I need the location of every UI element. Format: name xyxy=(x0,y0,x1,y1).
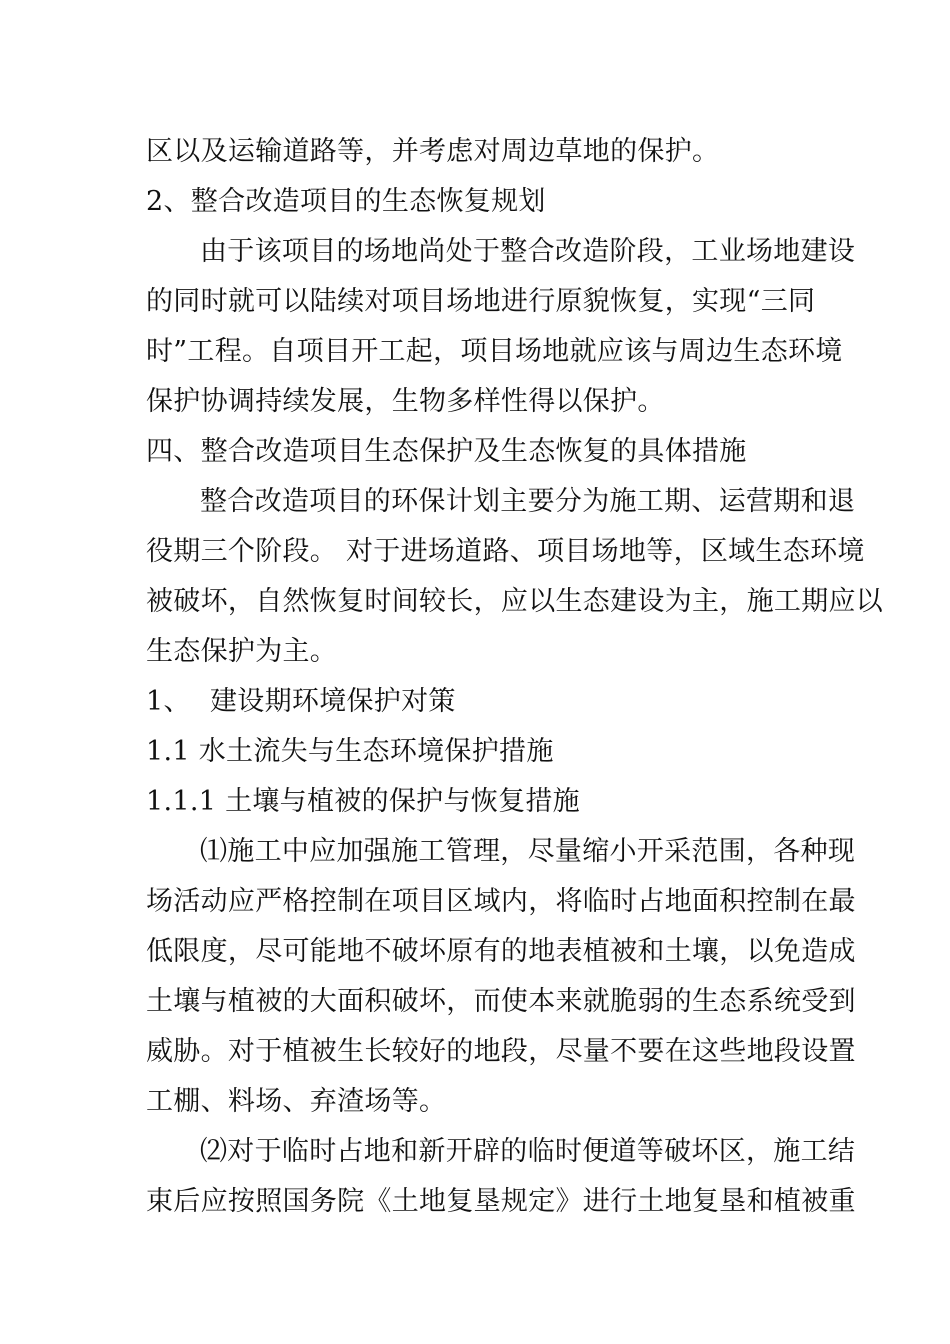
paragraph-line: ⑴施工中应加强施工管理，尽量缩小开采范围，各种现 xyxy=(200,836,856,867)
paragraph-line: 保护协调持续发展，生物多样性得以保护。 xyxy=(146,386,665,417)
section-heading xyxy=(146,677,808,727)
paragraph-line: 低限度，尽可能地不破坏原有的地表植被和土壤，以免造成 xyxy=(146,936,856,967)
paragraph-line: 土壤与植被的大面积破坏，而使本来就脆弱的生态系统受到 xyxy=(146,986,856,1017)
paragraph-line: 由于该项目的场地尚处于整合改造阶段，工业场地建设 xyxy=(200,236,856,267)
paragraph-line: 役期三个阶段。 对于进场道路、项目场地等，区域生态环境 xyxy=(146,536,865,567)
paragraph-line: 生态保护为主。 xyxy=(146,636,338,667)
subsection-heading: 1.1 水土流失与生态环境保护措施 xyxy=(146,736,554,767)
paragraph-line: ⑵对于临时占地和新开辟的临时便道等破坏区，施工结 xyxy=(200,1136,856,1167)
heading-number: 1、 xyxy=(146,686,191,717)
paragraph-line: 工棚、料场、弃渣场等。 xyxy=(146,1086,447,1117)
subsection-heading: 1.1.1 土壤与植被的保护与恢复措施 xyxy=(146,786,580,817)
paragraph-line: 场活动应严格控制在项目区域内，将临时占地面积控制在最 xyxy=(146,886,856,917)
paragraph-line: 时”工程。自项目开工起，项目场地就应该与周边生态环境 xyxy=(146,336,843,367)
paragraph-line: 整合改造项目的环保计划主要分为施工期、运营期和退 xyxy=(200,486,856,517)
paragraph-line: 被破坏，自然恢复时间较长，应以生态建设为主，施工期应以 xyxy=(146,586,884,617)
document-body xyxy=(146,127,884,1227)
paragraph-line: 威胁。对于植被生长较好的地段，尽量不要在这些地段设置 xyxy=(146,1036,856,1067)
paragraph-line: 区以及运输道路等，并考虑对周边草地的保护。 xyxy=(146,136,720,167)
paragraph-line: 束后应按照国务院《土地复垦规定》进行土地复垦和植被重 xyxy=(146,1186,856,1217)
paragraph-line: 的同时就可以陆续对项目场地进行原貌恢复，实现“三同 xyxy=(146,286,816,317)
section-heading: 四、整合改造项目生态保护及生态恢复的具体措施 xyxy=(146,436,747,467)
section-heading: 2、整合改造项目的生态恢复规划 xyxy=(146,186,546,217)
heading-title: 建设期环境保护对策 xyxy=(210,686,456,717)
